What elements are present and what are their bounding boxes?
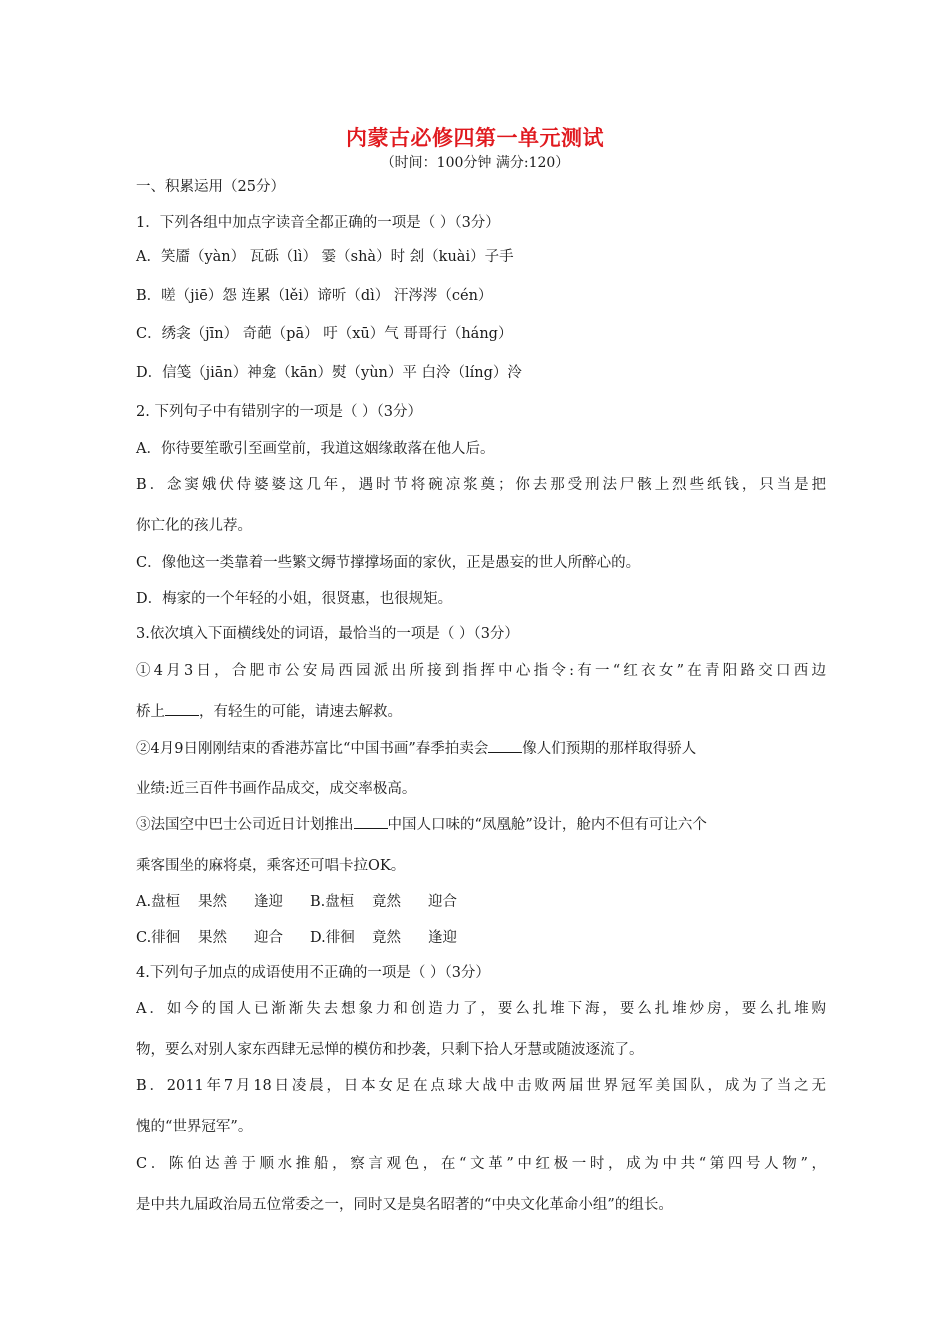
q1-option-d: D．信笺（jiān）神龛（kān）熨（yùn）平 白泠（líng）泠 (136, 365, 522, 381)
q3-text: ，有轻生的可能，请速去解救。 (199, 704, 402, 720)
q3-text: ③法国空中巴士公司近日计划推出 (136, 817, 354, 833)
q3-text: 像人们预期的那样取得骄人 (522, 741, 697, 757)
q3-opt: 竟然 (372, 894, 401, 910)
q3-opt: D.徘徊 (310, 930, 355, 946)
q3-sentence2-line2: 业绩:近三百件书画作品成交，成交率极高。 (136, 781, 417, 797)
q3-sentence2-line1 (136, 739, 826, 759)
q4-option-b-line2: 愧的“世界冠军”。 (136, 1119, 253, 1135)
q4-stem: 4.下列句子加点的成语使用不正确的一项是（ ）（3分） (136, 965, 490, 981)
q4-option-a-line1: A．如今的国人已渐渐失去想象力和创造力了，要么扎堆下海，要么扎堆炒房，要么扎堆购 (136, 1001, 826, 1017)
blank-line (488, 740, 522, 753)
q3-opt: 逢迎 (254, 894, 283, 910)
q2-option-b-line2: 你亡化的孩儿荐。 (136, 518, 252, 534)
q2-option-a: A．你待要笙歌引至画堂前，我道这姻缘敢落在他人后。 (136, 441, 495, 457)
q3-opt: A.盘桓 (136, 894, 181, 910)
q3-text: 桥上 (136, 704, 165, 720)
q3-opt: 迎合 (254, 930, 283, 946)
q3-options-cd (136, 928, 826, 948)
q3-sentence3-line1 (136, 815, 826, 835)
q3-text: 中国人口味的“凤凰舱”设计，舱内不但有可让六个 (387, 817, 707, 833)
q2-option-c: C．像他这一类靠着一些繁文缛节撑撑场面的家伙，正是愚妄的世人所醉心的。 (136, 555, 641, 571)
q1-option-b: B．嗟（jiē）怨 连累（lěi）谛听（dì） 汗涔涔（cén） (136, 288, 493, 304)
q3-sentence3-line2: 乘客围坐的麻将桌，乘客还可唱卡拉OK。 (136, 858, 406, 874)
q3-options-ab (136, 892, 826, 912)
q3-text: ②4月9日刚刚结束的香港苏富比“中国书画”春季拍卖会 (136, 741, 489, 757)
q2-option-d: D．梅家的一个年轻的小姐，很贤惠，也很规矩。 (136, 591, 453, 607)
q3-stem: 3.依次填入下面横线处的词语，最恰当的一项是（ ）（3分） (136, 626, 519, 642)
q1-option-c: C．绣衾（jīn） 奇葩（pā） 吁（xū）气 哥哥行（háng） (136, 326, 513, 342)
q3-opt: 果然 (198, 930, 227, 946)
q4-option-a-line2: 物，要么对别人家东西肆无忌惮的模仿和抄袭，只剩下拾人牙慧或随波逐流了。 (136, 1042, 644, 1058)
blank-line (165, 703, 199, 716)
q1-option-a: A．笑靥（yàn） 瓦砾（lì） 霎（shà）时 刽（kuài）子手 (136, 249, 514, 265)
q1-stem: 1．下列各组中加点字读音全都正确的一项是（ ）（3分） (136, 215, 500, 231)
q3-opt: C.徘徊 (136, 930, 181, 946)
q2-stem: 2. 下列句子中有错别字的一项是（ ）（3分） (136, 404, 423, 420)
q4-option-b-line1: B．2011年7月18日凌晨，日本女足在点球大战中击败两届世界冠军美国队，成为了当之无 (136, 1078, 826, 1094)
q2-option-b-line1: B．念窦娥伏侍婆婆这几年，遇时节将碗凉浆奠；你去那受刑法尸骸上烈些纸钱，只当是把 (136, 477, 826, 493)
q3-opt: 逢迎 (428, 930, 457, 946)
q3-opt: 果然 (198, 894, 227, 910)
q3-sentence1-line2 (136, 702, 826, 722)
page-title: 内蒙古必修四第一单元测试 (346, 125, 604, 150)
blank-line (354, 816, 388, 829)
q3-sentence1-line1: ①4月3日，合肥市公安局西园派出所接到指挥中心指令:有一“红衣女”在青阳路交口西边 (136, 663, 826, 679)
q3-opt: 迎合 (428, 894, 457, 910)
section-heading: 一、积累运用（25分） (136, 179, 285, 195)
q3-opt: 竟然 (372, 930, 401, 946)
q4-option-c-line2: 是中共九届政治局五位常委之一，同时又是臭名昭著的“中央文化革命小组”的组长。 (136, 1197, 673, 1213)
q3-opt: B.盘桓 (310, 894, 355, 910)
q4-option-c-line1: C．陈伯达善于顺水推船，察言观色，在“文革”中红极一时，成为中共“第四号人物”， (136, 1156, 826, 1172)
page-subtitle: （时间：100分钟 满分:120） (380, 155, 570, 171)
